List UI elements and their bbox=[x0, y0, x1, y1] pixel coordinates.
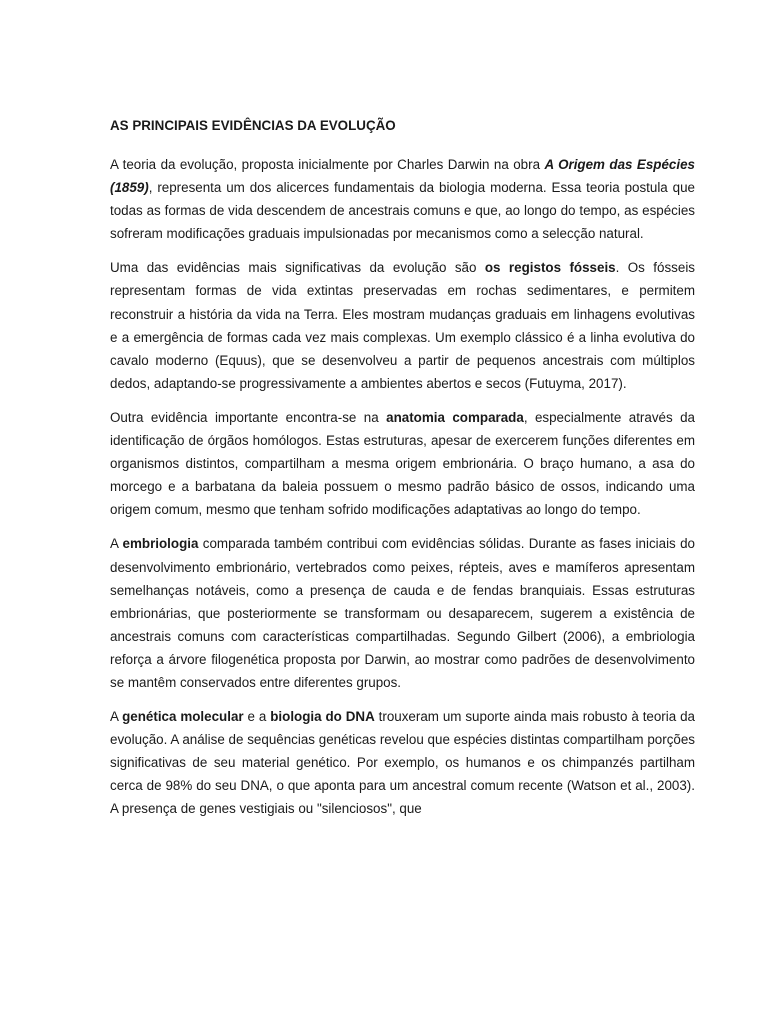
paragraph-intro bbox=[110, 153, 695, 245]
bold-term: embriologia bbox=[122, 536, 199, 552]
paragraph-fossils bbox=[110, 256, 695, 395]
paragraph-text: A bbox=[110, 536, 123, 552]
paragraph-text: , especialmente através da identificação de órgãos homólogos. Estas estruturas, apesar de exercerem funções diferentes em organismos distintos, compartilham a mesma origem embrionária. O braço humano, a asa do morcego e a barbatana da baleia possuem o mesmo padrão básico de ossos, indicando uma origem comum, mesmo que tenham sofrido modificações adaptativas ao longo do tempo. bbox=[110, 409, 695, 518]
bold-term: genética molecular bbox=[122, 709, 244, 725]
paragraph-text: e a bbox=[243, 709, 271, 725]
paragraph-genetics bbox=[110, 705, 695, 820]
paragraph-text: . Os fósseis representam formas de vida extintas preservadas em rochas sedimentares, e permitem reconstruir a história da vida na Terra. Eles mostram mudanças graduais em linhagens evolutivas e a emergência de formas cada vez mais complexas. Um exemplo clássico é a linha evolutiva do cavalo moderno (Equus), que se desenvolveu a partir de pequenos ancestrais com múltiplos dedos, adaptando-se progressivamente a ambientes abertos e secos (Futuyma, 2017). bbox=[110, 260, 695, 391]
document-body bbox=[110, 117, 695, 832]
book-title-emphasis: A Origem das Espécies (1859) bbox=[110, 157, 695, 196]
paragraph-text: trouxeram um suporte ainda mais robusto à teoria da evolução. A análise de sequências genéticas revelou que espécies distintas compartilham porções significativas de seu material genético. Por exemplo, os humanos e os chimpanzés partilham cerca de 98% do seu DNA, o que aponta para um ancestral comum recente (Watson et al., 2003). A presença de genes vestigiais ou "silenciosos", que bbox=[110, 709, 695, 817]
bold-term: os registos fósseis bbox=[484, 260, 616, 276]
bold-term: anatomia comparada bbox=[386, 409, 524, 425]
paragraph-anatomy bbox=[110, 406, 695, 521]
paragraph-text: Uma das evidências mais significativas da evolução são bbox=[110, 260, 485, 276]
paragraph-text: A teoria da evolução, proposta inicialmente por Charles Darwin na obra bbox=[110, 157, 545, 172]
paragraph-text: comparada também contribui com evidências sólidas. Durante as fases iniciais do desenvolvimento embrionário, vertebrados como peixes, répteis, aves e mamíferos apresentam semelhanças notáveis, como a presença de cauda e de fendas branquiais. Essas estruturas embrionárias, que posteriormente se transformam ou desaparecem, sugerem a existência de ancestrais comuns com características compartilhadas. Segundo Gilbert (2006), a embriologia reforça a árvore filogenética proposta por Darwin, ao mostrar como padrões de desenvolvimento se mantêm conservados entre diferentes grupos. bbox=[110, 536, 695, 690]
bold-term: biologia do DNA bbox=[270, 709, 375, 725]
paragraph-embryology bbox=[110, 532, 695, 694]
page-title: AS PRINCIPAIS EVIDÊNCIAS DA EVOLUÇÃO bbox=[110, 118, 396, 133]
paragraph-text: , representa um dos alicerces fundamentais da biologia moderna. Essa teoria postula que todas as formas de vida descendem de ancestrais comuns e que, ao longo do tempo, as espécies sofreram modificações graduais impulsionadas por mecanismos como a selecção natural. bbox=[110, 180, 695, 242]
paragraph-text: Outra evidência importante encontra-se na bbox=[110, 409, 387, 425]
paragraph-text: A bbox=[110, 709, 123, 725]
